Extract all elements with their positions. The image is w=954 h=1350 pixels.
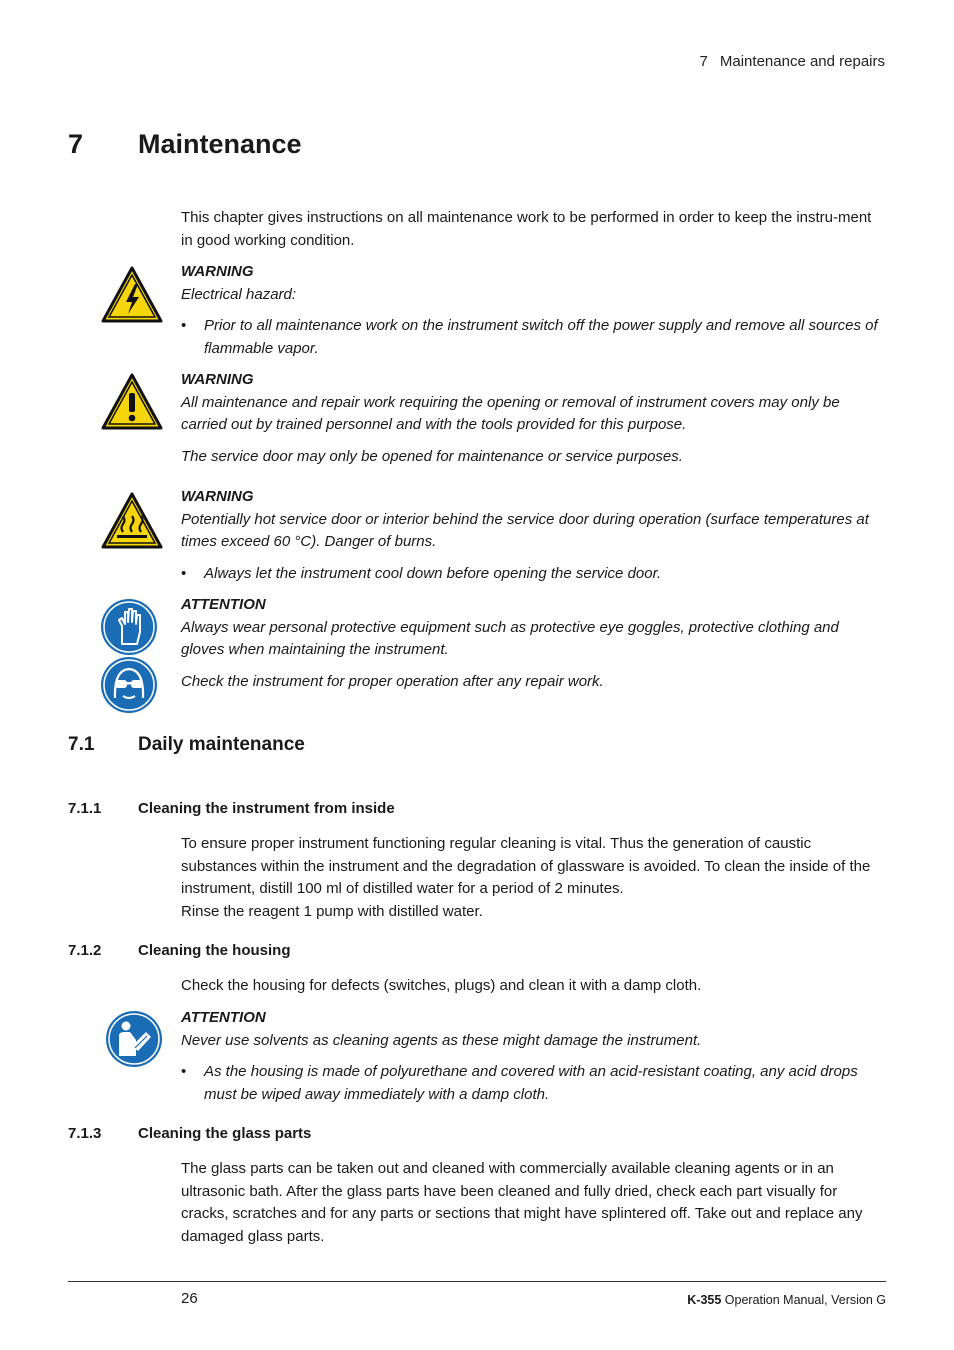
notice-label: WARNING (181, 263, 254, 280)
notice-label: ATTENTION (181, 1009, 266, 1026)
notice-text: Always wear personal protective equipment such as protective eye goggles, protective clothing and gloves when maintaining the instrument. (181, 618, 839, 658)
notice-text: Electrical hazard: (181, 285, 297, 303)
section-7-1-2-body: Check the housing for defects (switches, plugs) and clean it with a damp cloth. (181, 977, 702, 994)
footer-doc: Operation Manual, Version G (724, 1293, 886, 1307)
page-number: 26 (181, 1290, 198, 1307)
notice-general-warning (181, 369, 881, 468)
notice-text: Never use solvents as cleaning agents as these might damage the instrument. (181, 1031, 702, 1049)
section-7-1-3-body: The glass parts can be taken out and cleaned with commercially available cleaning agents or in an ultrasonic bath. After the glass parts have been cleaned and fully dried, check each part visually for cracks, scratches and for any parts or sections that might have splintered off. Take out and replace any damaged glass parts. (181, 1160, 863, 1245)
notice-label: WARNING (181, 488, 254, 505)
notice-bullet: • As the housing is made of polyurethane and covered with an acid-resistant coating, any acid drops must be wiped away immediately with a damp cloth. (181, 1061, 881, 1106)
notice-ppe (181, 594, 881, 693)
chapter-number: 7 (68, 129, 84, 159)
section-title: Cleaning the housing (138, 942, 291, 959)
footer-document-title (687, 1293, 886, 1307)
read-manual-icon (105, 1010, 163, 1068)
general-warning-icon (101, 373, 163, 430)
notice-bullet: • Always let the instrument cool down before opening the service door. (181, 563, 881, 586)
running-header-chapter-title: Maintenance and repairs (719, 53, 885, 70)
intro-paragraph: This chapter gives instructions on all maintenance work to be performed in order to keep the instru-ment in good working condition. (181, 209, 872, 249)
footer-rule (68, 1281, 886, 1282)
section-number: 7.1.3 (68, 1125, 102, 1142)
notice-bullet: • Prior to all maintenance work on the instrument switch off the power supply and remove all sources of flammable vapor. (181, 315, 881, 360)
section-title: Cleaning the instrument from inside (138, 800, 395, 817)
section-title: Cleaning the glass parts (138, 1125, 312, 1142)
hot-surface-icon (101, 492, 163, 549)
footer-model: K-355 (687, 1293, 722, 1307)
notice-text: All maintenance and repair work requiring the opening or removal of instrument covers may only be carried out by trained personnel and with the tools provided for this purpose. (181, 393, 840, 433)
running-header-chapter-number: 7 (699, 53, 708, 70)
section-number: 7.1 (68, 734, 95, 755)
notice-text-2: The service door may only be opened for maintenance or service purposes. (181, 447, 683, 465)
section-number: 7.1.2 (68, 942, 102, 959)
notice-electrical (181, 261, 881, 360)
running-header (0, 53, 885, 70)
notice-label: WARNING (181, 371, 254, 388)
notice-solvents (181, 1007, 881, 1106)
paragraph: Rinse the reagent 1 pump with distilled water. (181, 902, 483, 920)
section-number: 7.1.1 (68, 800, 102, 817)
notice-text: Potentially hot service door or interior behind the service door during operation (surface temperatures at times exceed 60 °C). Danger of burns. (181, 510, 869, 550)
notice-hot-surface (181, 486, 881, 585)
electrical-hazard-icon (101, 266, 163, 323)
notice-text-2: Check the instrument for proper operation after any repair work. (181, 672, 604, 690)
section-7-1-1-body (181, 833, 881, 923)
notice-label: ATTENTION (181, 596, 266, 613)
wear-gloves-icon (100, 598, 158, 656)
wear-goggles-icon (100, 656, 158, 714)
section-title: Daily maintenance (138, 734, 305, 755)
chapter-title: Maintenance (138, 129, 302, 159)
paragraph: To ensure proper instrument functioning regular cleaning is vital. Thus the generation of caustic substances within the instrument and the degradation of glassware is avoided. To clean the inside of the instrument, distill 100 ml of distilled water for a period of 2 minutes. (181, 835, 871, 897)
